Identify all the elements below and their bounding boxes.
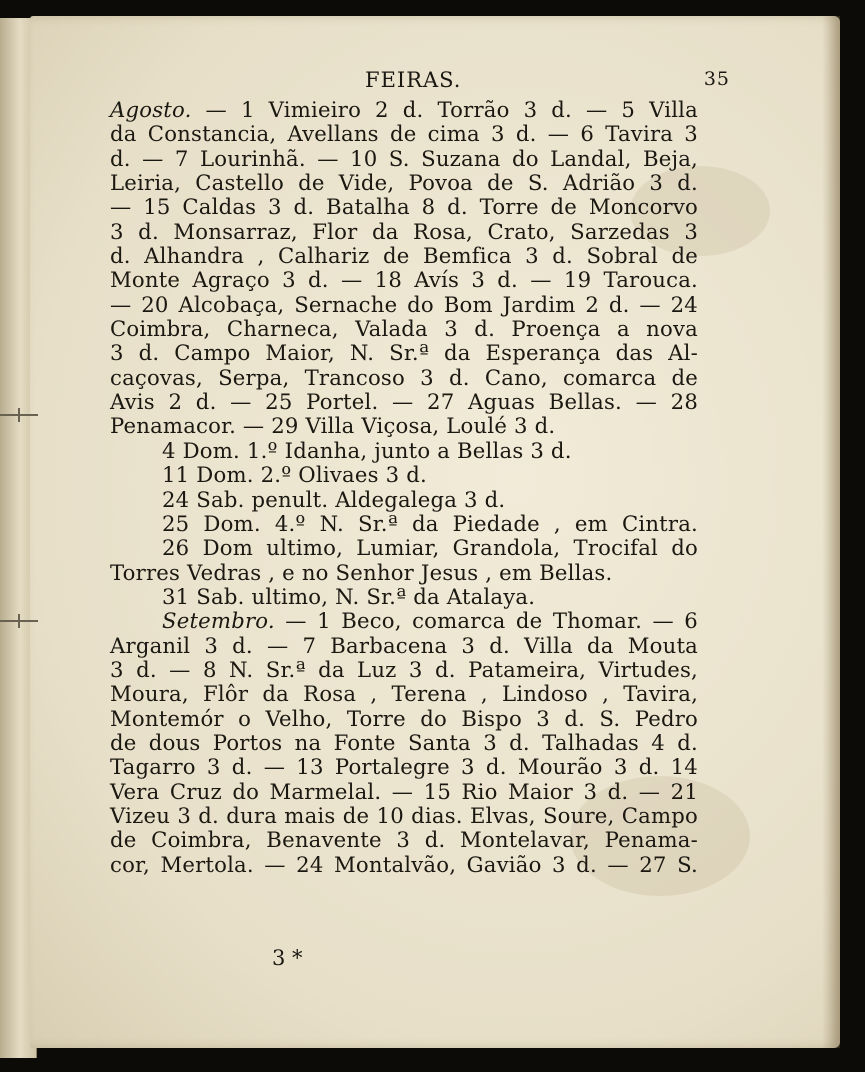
line-text: Moura, Flôr da Rosa , Terena , Lindoso , Tavira,: [110, 681, 698, 707]
text-line: [110, 366, 698, 390]
text-line: [110, 488, 698, 512]
text-line: [110, 853, 698, 877]
line-text: d. — 7 Lourinhã. — 10 S. Suzana do Landal, Beja,: [110, 145, 698, 171]
text-line: [110, 147, 698, 171]
line-text: Penamacor. — 29 Villa Viçosa, Loulé 3 d.: [110, 413, 556, 439]
text-line: [110, 731, 698, 755]
text-line: [110, 828, 698, 852]
line-text: 25 Dom. 4.º N. Sr.ª da Piedade , em Cintra.: [162, 510, 698, 536]
text-line: [110, 780, 698, 804]
text-line: [110, 755, 698, 779]
text-line: [110, 634, 698, 658]
line-text: Montemór o Velho, Torre do Bispo 3 d. S. Pedro: [110, 705, 698, 731]
line-text: caçovas, Serpa, Trancoso 3 d. Cano, comarca de: [110, 364, 698, 390]
text-line: [110, 439, 698, 463]
text-line: [110, 463, 698, 487]
line-text: d. Alhandra , Calhariz de Bemfica 3 d. Sobral de: [110, 243, 698, 269]
text-line: [110, 804, 698, 828]
text-line: [110, 658, 698, 682]
line-text: Avis 2 d. — 25 Portel. — 27 Aguas Bellas. — 28: [110, 389, 698, 415]
text-line: [110, 122, 698, 146]
line-text: de Coimbra, Benavente 3 d. Montelavar, Penama-: [110, 827, 698, 853]
text-line: [110, 195, 698, 219]
line-text: — 15 Caldas 3 d. Batalha 8 d. Torre de Moncorvo: [110, 194, 698, 220]
line-text: Coimbra, Charneca, Valada 3 d. Proença a nova: [110, 316, 698, 342]
text-line: [110, 98, 698, 122]
line-text: 11 Dom. 2.º Olivaes 3 d.: [162, 462, 427, 488]
text-line: [110, 341, 698, 365]
line-text: — 20 Alcobaça, Sernache do Bom Jardim 2 d. — 24: [110, 291, 698, 317]
line-text: 24 Sab. penult. Aldegalega 3 d.: [162, 486, 506, 512]
line-text: 3 d. Monsarraz, Flor da Rosa, Crato, Sarzedas 3: [110, 218, 698, 244]
signature-mark: 3 *: [272, 946, 303, 970]
page-number: 35: [703, 68, 730, 90]
line-text: Leiria, Castello de Vide, Povoa de S. Adrião 3 d.: [110, 170, 698, 196]
line-text: 26 Dom ultimo, Lumiar, Grandola, Trocifal do: [162, 535, 698, 561]
text-line: [110, 220, 698, 244]
line-text: Monte Agraço 3 d. — 18 Avís 3 d. — 19 Tarouca.: [110, 267, 698, 293]
margin-mark: [0, 408, 38, 422]
line-text: Torres Vedras , e no Senhor Jesus , em Bellas.: [110, 559, 613, 585]
line-text: — 1 Beco, comarca de Thomar. — 6: [274, 608, 698, 634]
text-line: [110, 707, 698, 731]
line-text: Arganil 3 d. — 7 Barbacena 3 d. Villa da Mouta: [110, 632, 698, 658]
text-line: [110, 585, 698, 609]
text-line: [110, 171, 698, 195]
text-line: [110, 512, 698, 536]
line-text: Vizeu 3 d. dura mais de 10 dias. Elvas, Soure, Campo: [110, 802, 698, 828]
line-text: Tagarro 3 d. — 13 Portalegre 3 d. Mourão 3 d. 14: [110, 754, 698, 780]
month-heading: Agosto.: [110, 97, 192, 122]
margin-mark: [0, 614, 38, 628]
text-line: [110, 244, 698, 268]
line-text: 3 d. — 8 N. Sr.ª da Luz 3 d. Patameira, Virtudes,: [110, 656, 698, 682]
line-text: cor, Mertola. — 24 Montalvão, Gavião 3 d. — 27 S.: [110, 851, 698, 877]
page-gutter-shadow: [822, 16, 840, 1048]
text-line: [110, 293, 698, 317]
text-line: [110, 414, 698, 438]
line-text: de dous Portos na Fonte Santa 3 d. Talhadas 4 d.: [110, 729, 698, 755]
body-text: [110, 98, 698, 877]
line-text: Vera Cruz do Marmelal. — 15 Rio Maior 3 d. — 21: [110, 778, 698, 804]
line-text: 31 Sab. ultimo, N. Sr.ª da Atalaya.: [162, 583, 536, 609]
text-line: [110, 561, 698, 585]
text-line: [110, 317, 698, 341]
text-line: [110, 609, 698, 633]
line-text: — 1 Vimieiro 2 d. Torrão 3 d. — 5 Villa: [191, 97, 698, 122]
text-line: [110, 682, 698, 706]
text-line: [110, 390, 698, 414]
line-text: da Constancia, Avellans de cima 3 d. — 6 Tavira 3: [110, 121, 698, 147]
line-text: 4 Dom. 1.º Idanha, junto a Bellas 3 d.: [162, 437, 572, 463]
line-text: 3 d. Campo Maior, N. Sr.ª da Esperança das Al-: [110, 340, 698, 366]
text-line: [110, 536, 698, 560]
running-title: FEIRAS.: [365, 68, 462, 92]
text-line: [110, 268, 698, 292]
month-heading: Setembro.: [162, 608, 275, 634]
